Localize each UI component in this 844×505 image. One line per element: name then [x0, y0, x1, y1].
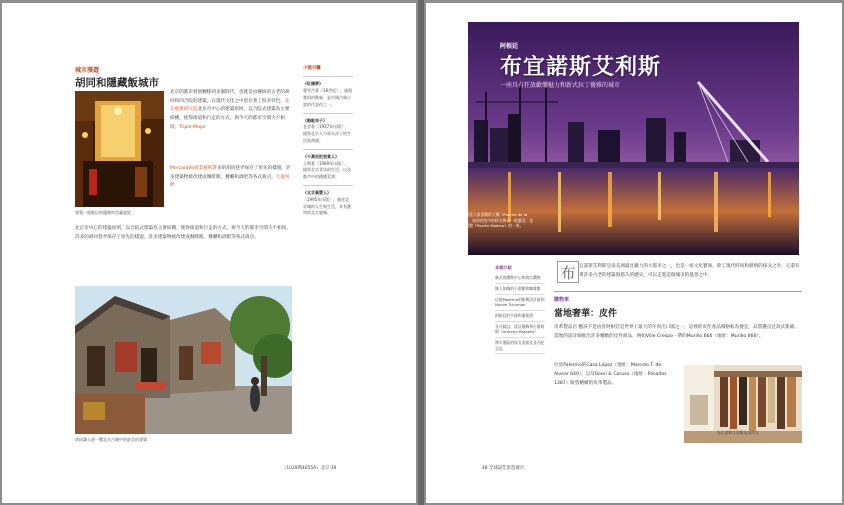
left-footer: （1029期4055A）北京 39 [282, 466, 337, 471]
sidebar-entry-text: 曹雪芹著（18世紀），描寫賈府的興衰，是中國古典小說的代表作之一。 [303, 88, 353, 107]
sidebox-item: 無人知曉的小酒館和咖啡館 [495, 284, 545, 295]
right-page [426, 3, 842, 503]
left-body-3: 北京市中心的建築原則，以合院式建築為主要結構，使得街道和行走的方式，與今天的都市空間大不相同。許多的胡同巷弄保存了原先的樣貌，許多建築物被改建成咖啡館、餐廳和酒吧等各式商店。 [75, 226, 291, 240]
section-rule [554, 291, 802, 292]
sidebar-entry-title: 《北京棄嬰人》 [303, 190, 331, 196]
right-body: 皮革製品店 應該不是由於阿根廷是世界上最大的牛肉出口國之一，這裡的皮件產品價格較為便宜，品質優良且款式新穎。當地的設計師推出許多精緻的皮件商品，例如Ville Crespo一帶的Murillo 666（地址：Murillo 666）。 [554, 325, 799, 340]
sidebox-item: 博卡港區的探戈表演及各式紀念品 [495, 338, 545, 354]
sidebar-entry-title: 《駱駝祥子》 [303, 117, 327, 123]
hero-caption: 這是阿根廷人最喜歡的大橋（Puente de la Mujer），如同夜色中的探戈舞者一般優美，也是馬德羅港（Puerto Madero）的一景。 [454, 212, 533, 229]
hero-title: 布宜諾斯艾利斯 [500, 54, 662, 80]
sidebar-entry-text: 老舍著（1937年出版），描寫北京人力車夫祥子的生活與命運。 [303, 124, 351, 144]
sidebox-item: 新式的購物中心和商店購物 [495, 273, 545, 284]
bar-caption: 建築一座飯店的隱秘的美麗庭院 [75, 210, 131, 215]
page-divider [418, 0, 424, 505]
shop-caption: 布宜諾斯艾利斯的皮件店 [717, 430, 759, 435]
sidebar-entry-title: 《紅樓夢》 [303, 81, 323, 87]
left-kicker: 城市漫遊 [75, 67, 100, 74]
section-kicker: 購物車 [554, 297, 570, 303]
bar-photo [75, 91, 164, 207]
hero-subtitle: 一座具有狂放歡樂魅力和新式拉丁優雅的城市 [500, 82, 621, 89]
left-body-1: 北京的都市發展轉移到多個時代，也就是由傳統的古老的胡同和四合院的建築，在現代文化之中留存著了很多特色。北京藝術研究院北京市中心的建築原則，以合院式建築為主要結構，使得街道和行走的方式，與今天的都市空間大不相同。Triple-Major [170, 90, 290, 130]
sidebox-item: 阿根廷的牛排和葡萄酒 [495, 311, 545, 322]
sidebar-entry-text: 王朔著（1989年出版），描寫北京青年的生活，以及都市中的種種荒謬。 [303, 160, 351, 180]
left-sidebar [303, 65, 353, 217]
left-page [2, 3, 416, 503]
hero-kicker: 阿根廷 [500, 43, 519, 50]
left-title: 胡同和隱藏飯城市 [75, 77, 159, 89]
left-body-2: Mercantile商業藝術許多的胡同巷弄保存了原先的樣貌，許多建築物被改建成咖啡館、餐廳和酒吧等各式商店。大運河畔 [170, 166, 291, 189]
hutong-caption: 胡同讓人遊一覽北京古城中的最美的建築 [75, 437, 147, 442]
right-intro: 宜諾斯艾利斯是南美洲最具魅力的大都市之一，也是一座文化寶庫。除了現代時尚和熱情的探戈之外，它還有著許多古老的建築與悠久的歷史，可以走進這個城市的風景之中。 [579, 264, 800, 279]
section-title: 當地奢華：皮件 [554, 309, 618, 319]
sidebox-item: 各式精品、設計服飾和古董商場（Armería Rossetti） [495, 322, 545, 338]
sidebar-header: 小提示欄 [303, 66, 321, 71]
sidebar-entry-text: （1995年出版），描述北京城的人生與生活，具有濃厚的北京風味。 [303, 196, 351, 216]
right-footer: 48 全球最佳旅遊城市 [482, 466, 525, 471]
sidebox-header: 本期介紹 [495, 265, 512, 270]
drop-cap: 布 [557, 261, 579, 283]
hutong-photo [75, 286, 292, 434]
sidebar-entry-title: 《千萬別把我當人》 [303, 153, 339, 159]
right-sidebox [495, 265, 545, 354]
sidebox-item: 佔地Palermo的新興設計區和Nueve Tucumán [495, 295, 545, 311]
right-body-2: 位於Palermo的Casa López（地址：Marcelo T. de Alvear 640），以及Rossi & Caruso（地址：Posadas 1387）販售精緻的皮革製品。 [554, 363, 667, 387]
